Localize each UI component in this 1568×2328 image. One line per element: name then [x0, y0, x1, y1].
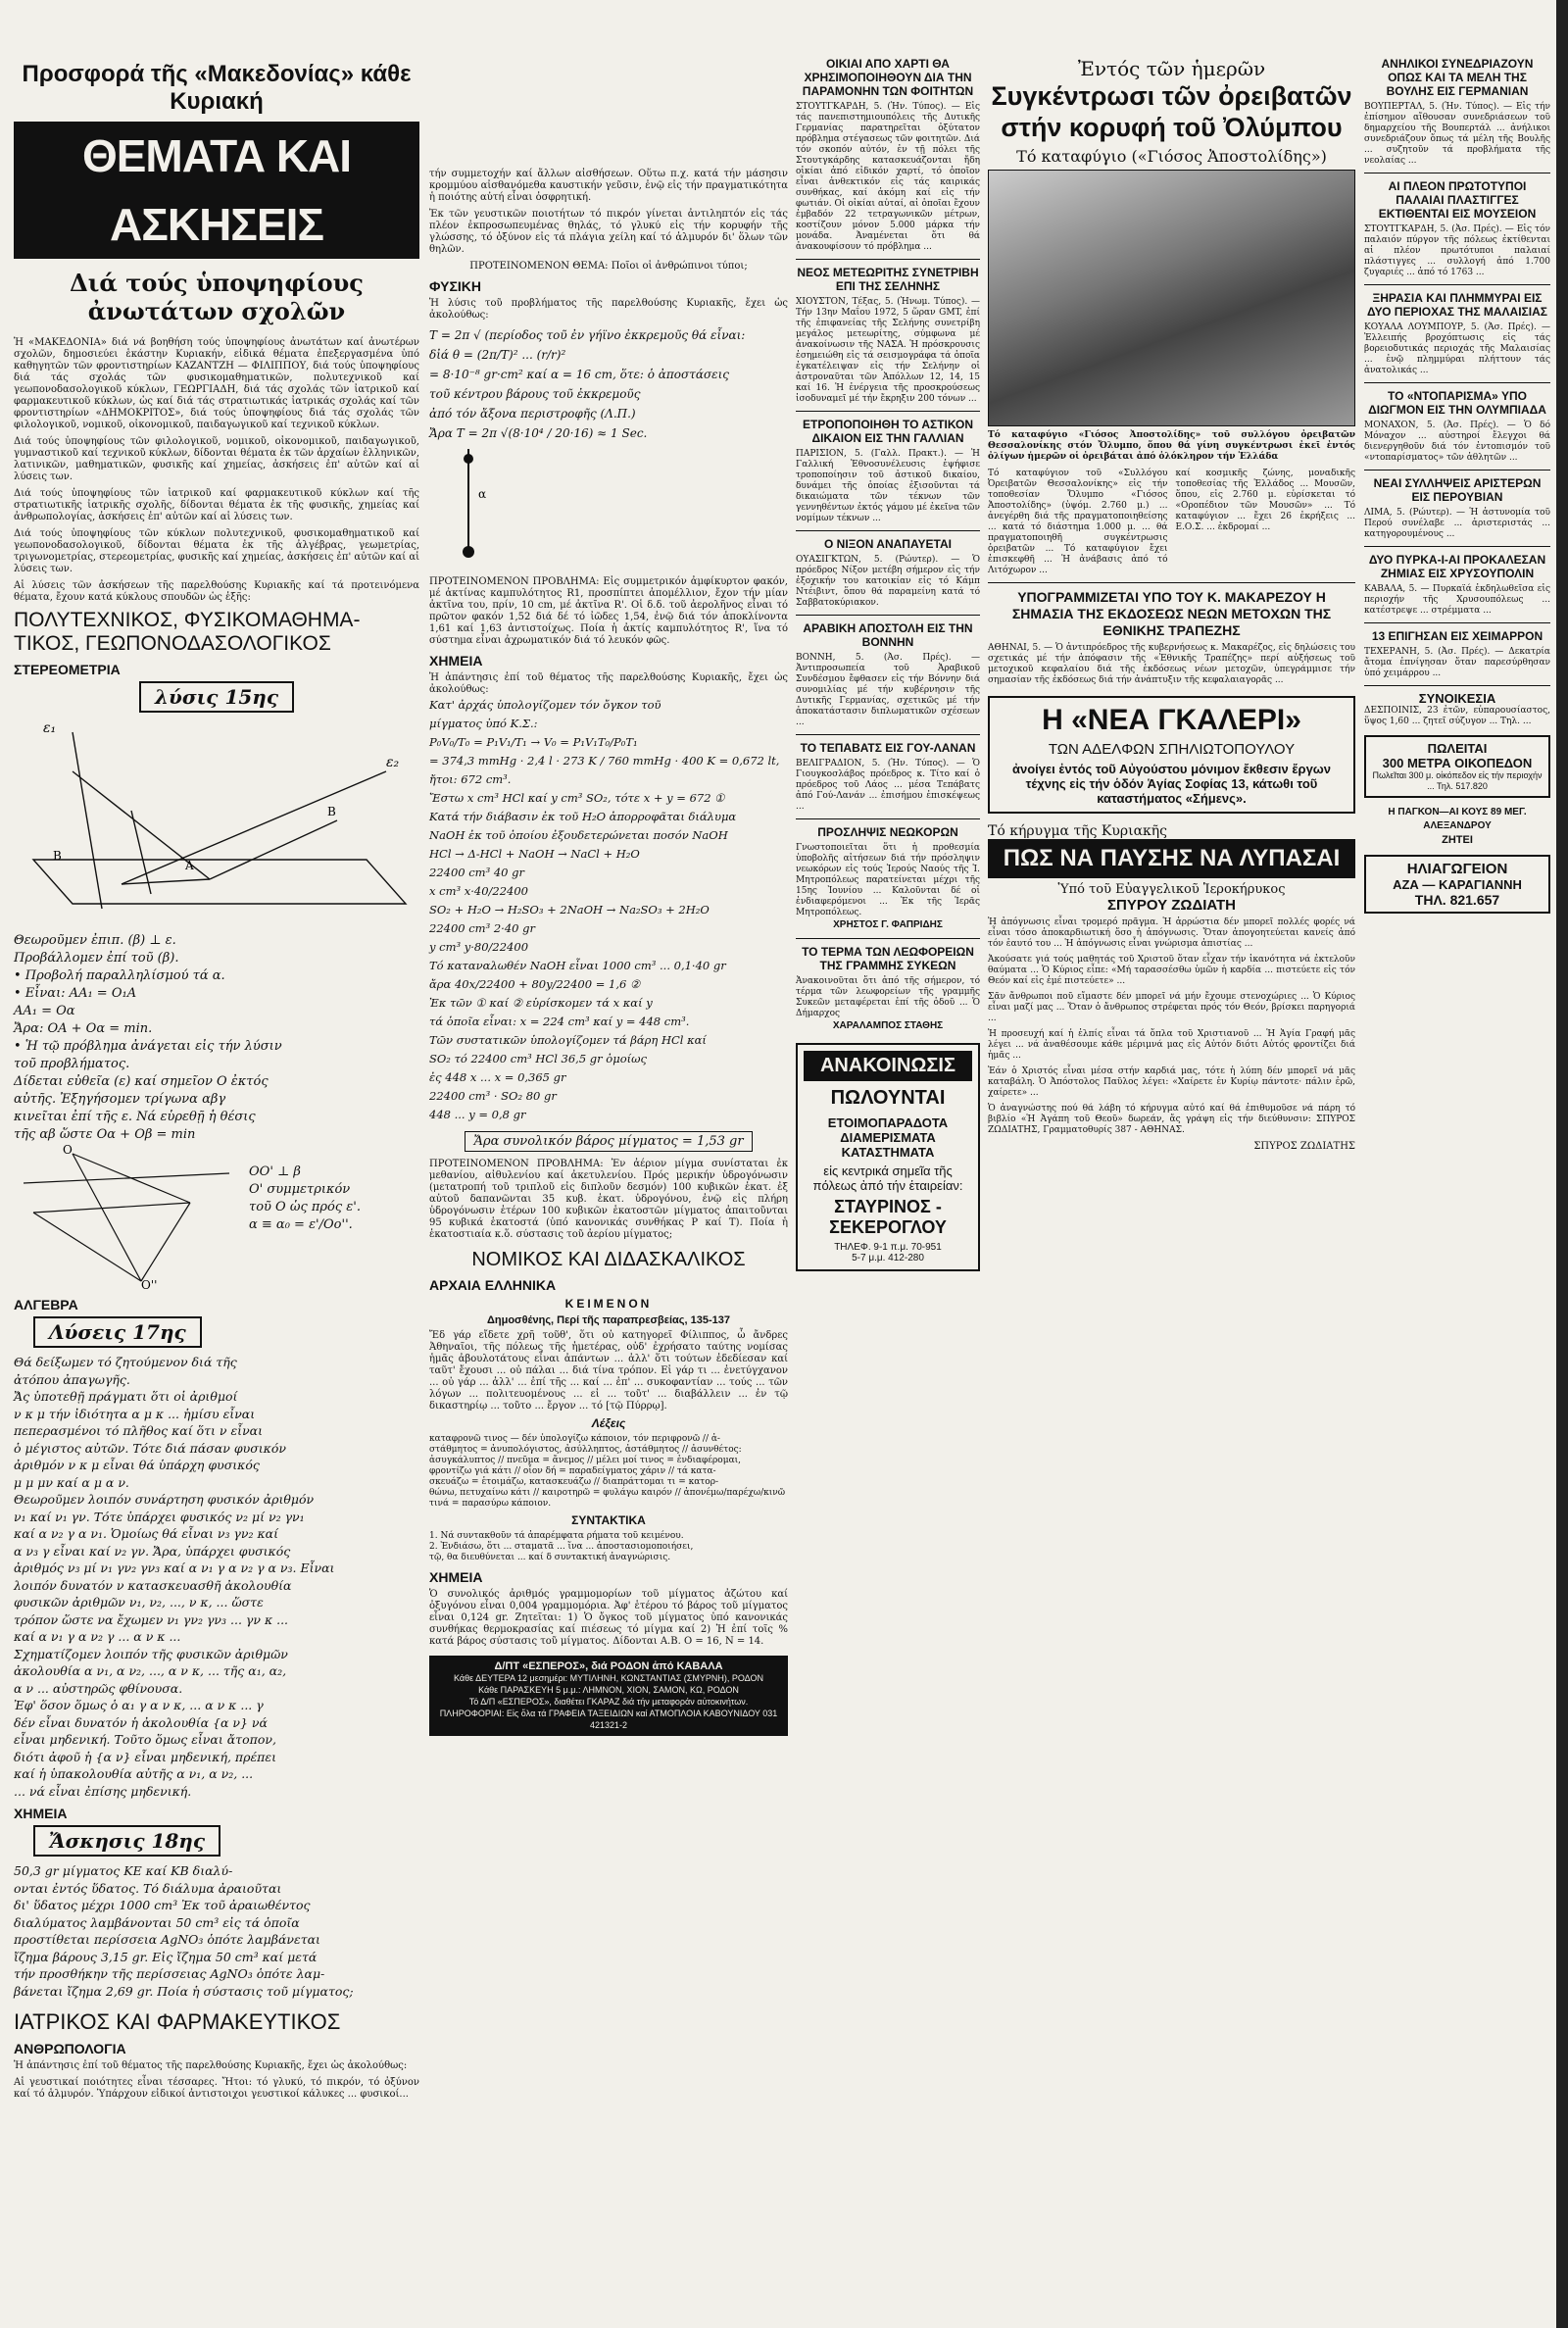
anthropology-continued: τήν συμμετοχήν καί ἄλλων αἰσθήσεων. Οὕτω π.χ. κατά τήν μάσησιν κρομμύου αἰσθανόμεθα καυστικήν γεῦσιν, ἐνῷ εἰς τήν πραγματικότητα ἡ ποιότης αὐτή εἶναι ὀσφρητική. Ἐκ τῶν γευστικῶν ποιοτήτων τό πικρόν γίνεται ἀντιληπτόν εἰς τάς πλέον ἐκπροσωπευμένας θηλάς, τό γλυκύ εἰς τήν κορυφήν τῆς γλώσσης, τό ὀξύνον εἰς τά πλάγια χείλη καί τό ἁλμυρόν δι' ὅλων τῶν θηλῶν. ΠΡΟΤΕΙΝΟΜΕΝΟΝ ΘΕΜΑ: Ποῖοι οἱ ἀνθρώπινοι τύποι;: [429, 169, 788, 272]
signature: ΧΡΗΣΤΟΣ Γ. ΦΑΠΡΙΔΗΣ: [833, 919, 943, 930]
news-body: ΚΑΒΑΛΑ, 5. — Πυρκαϊά ἐκδηλωθεῖσα εἰς περιοχήν τῆς Χρυσουπόλεως ... κατέστρεψε ... στρέμματα ...: [1364, 584, 1550, 616]
stereometry-heading: ΣΤΕΡΕΟΜΕΤΡΙΑ: [14, 662, 121, 677]
intro-paragraph: Ἡ «ΜΑΚΕΔΟΝΙΑ» διά νά βοηθήση τούς ὑποψηφίους ἀνωτάτων καί ἀνωτέρων σχολῶν, δημοσιεύει ἑκάστην Κυριακήν, εἰδικά θέματα ἐπεξεργασμένα ὑπό καθηγητῶν τῶν φροντιστηρίων ΚΑΖΑΝΤΖΗ — ΦΙΛΙΠΠΟΥ, διά τούς ὑποψηφίους διά τάς σχολάς τῶν φυσικομαθηματικῶν, πολυτεχνικοῦ καί γεωπονοδασολογικοῦ κύκλων, ΓΕΩΡΓΙΑΔΗ, διά τάς σχολάς τῶν ἰατρικοῦ καί φαρμακευτικοῦ κύκλων, ὡς καί διά τάς στρατιωτικάς ἰατρικάς σχολάς καί τῶν φροντιστηρίων «ΔΗΜΟΚΡΙΤΟΣ», διά τούς ὑποψηφίους διά τάς σχολάς τῶν φιλολογικοῦ, νομικοῦ, οἰκονομικοῦ, παιδαγωγικοῦ καί τεχνικοῦ κύκλων.: [14, 337, 419, 430]
news-body: ΠΑΡΙΣΙΟΝ, 5. (Γαλλ. Πρακτ.). — Ἡ Γαλλική Ἐθνοσυνέλευσις ἐψήφισε τροποποίησιν τοῦ ἀστικοῦ δικαίου, δυνάμει τῆς ὁποίας ἐξισοῦνται τά δικαιώματα τῶν τέκνων τῶν γεννηθέντων ἐκτός γάμου μέ ἐκεῖνα τῶν νομίμων τέκνων ...: [796, 449, 980, 523]
handwritten-physics-solution: T = 2π √ (περίοδος τοῦ ἐν γήϊνο ἐκκρεμοῦς θά εἶναι: δἰά θ = (2π/Τ)² ... (r/r)² = 8·10⁻⁸ gr·cm² καί α = 16 cm, ὅτε: ὁ ἀποστάσεις τοῦ κέντρου βάρους τοῦ ἐκκρεμοῦς ἀπό τόν ἄξονα περιστροφῆς (Λ.Π.) Ἄρα Τ = 2π √(8·10⁴ / 20·16) ≈ 1 Sec.: [429, 328, 746, 440]
handwritten-exercise-18: 50,3 gr μίγματος ΚΕ καί ΚΒ διαλύ- ονται ἐντός ὕδατος. Τό διάλυμα ἀραιοῦται δι' ὕδατος μέχρι 1000 cm³ Ἐκ τοῦ ἀραιωθέντος διαλύματος λαμβάνονται 50 cm³ εἰς τά ὁποῖα προστίθεται περίσσεια AgNO₃ ὁπότε λαμβάνεται ἴζημα βάρους 3,15 gr. Εἰς ἴζημα 50 cm³ καί μετά τήν προσθήκην τῆς περίσσειας AgNO₃ ὁπότε λαμ- βάνεται ἴζημα 2,69 gr. Ποία ἡ σύστασις τοῦ μίγματος;: [14, 1863, 354, 1999]
classified-text: ΔΕΣΠΟΙΝΙΣ, 23 ἐτῶν, εὐπαρουσίαστος, ὕψος 1,60 ... ζητεῖ σύζυγον ... Τηλ. ...: [1364, 706, 1550, 726]
article-kicker: Ἐντός τῶν ἡμερῶν: [1077, 57, 1266, 80]
law-heading: ΝΟΜΙΚΟΣ ΚΑΙ ΔΙΔΑΣΚΑΛΙΚΟΣ: [471, 1249, 746, 1270]
news-body: ΒΕΛΙΓΡΑΔΙΟΝ, 5. (Ἠν. Τύπος). — Ὁ Γιουγκοσλάβος πρόεδρος κ. Τίτο καί ὁ πρόεδρος τοῦ Λάος ... μέσα Τεπάβατς ἀπό Γού-Λανάν ... ἐπισήμου ἐπισκέψεως ...: [796, 759, 980, 812]
news-headline: 13 ΕΠΙΓΗΣΑΝ ΕΙΣ ΧΕΙΜΑΡΡΟΝ: [1371, 629, 1544, 643]
chemistry-heading-2: ΧΗΜΕΙΑ: [429, 653, 483, 669]
polytech-heading: ΠΟΛΥΤΕΧΝΙΚΟΣ, ΦΥΣΙΚΟΜΑΘΗΜΑ-ΤΙΚΟΣ, ΓΕΩΠΟΝΟΔΑΣΟΛΟΓΙΚΟΣ: [14, 609, 361, 655]
svg-text:O'': O'': [141, 1278, 158, 1291]
refuge-photo: [988, 170, 1355, 426]
news-headline: ΟΙΚΙΑΙ ΑΠΟ ΧΑΡΤΙ ΘΑ ΧΡΗΣΙΜΟΠΟΙΗΘΟΥΝ ΔΙΑ ΤΗΝ ΠΑΡΑΜΟΝΗΝ ΤΩΝ ΦΟΙΤΗΤΩΝ: [802, 57, 974, 98]
svg-text:O: O: [63, 1144, 73, 1157]
sermon-signature: ΣΠΥΡΟΣ ΖΩΔΙΑΤΗΣ: [1253, 1141, 1355, 1152]
sermon-title: ΠΩΣ ΝΑ ΠΑΥΣΗΣ ΝΑ ΛΥΠΑΣΑΙ: [988, 839, 1355, 878]
news-body: ΟΥΑΣΙΓΚΤΩΝ, 5. (Ρώυτερ). — Ὁ πρόεδρος Νίξον μετέβη σήμερον εἰς τήν ἐξοχικήν του κατοικίαν εἰς τό Κάμπ Ντέιβιντ, ὅπου θά παραμείνη κατά τό Σαββατοκύριακον.: [796, 555, 980, 608]
news-body: ΜΟΝΑΧΟΝ, 5. (Ἀσ. Πρές). — Ὁ δό Μόναχον ... αὐστηροί ἔλεγχοι θά διενεργηθοῦν διά τόν ἐντοπισμόν τοῦ «ντοπαρίσματος» τῶν ἀθλητῶν ...: [1364, 421, 1550, 463]
svg-text:ε₁: ε₁: [43, 720, 57, 736]
svg-text:B: B: [53, 849, 62, 863]
geometry-figure-1: [14, 713, 419, 928]
exercise-18-box: Ἄσκησις 18ης: [33, 1825, 220, 1857]
handwritten-chemistry-solution: Κατ' ἀρχάς ὑπολογίζομεν τόν ὄγκον τοῦ μίγματος ὑπό Κ.Σ.: P₀V₀/T₀ = P₁V₁/T₁ → V₀ = P₁V₁T₀/P₀T₁ = 374,3 mmHg · 2,4 l · 273 K / 760 mmHg · 400 K = 0,672 lt, ἤτοι: 672 cm³. Ἔστω x cm³ HCl καί y cm³ SO₂, τότε x + y = 672 ① Κατά τήν διάβασιν ἐκ τοῦ H₂O ἀπορροφᾶται διάλυμα NaOH ἐκ τοῦ ὁποίου ἐξουδετερώνεται ποσόν NaOH HCl → Δ-HCl + NaOH → NaCl + H₂O 22400 cm³ 40 gr x cm³ x·40/22400 SO₂ + H₂O → H₂SO₃ + 2NaOH → Na₂SO₃ + 2H₂O 22400 cm³ 2·40 gr y cm³ y·80/22400 Τό καταναλωθέν NaOH εἶναι 1000 cm³ ... 0,1·40 gr ἄρα 40x/22400 + 80y/22400 = 1,6 ② Ἐκ τῶν ① καί ② εὑρίσκομεν τά x καί y τά ὁποῖα εἶναι: x = 224 cm³ καί y = 448 cm³. Τῶν συστατικῶν ὑπολογίζομεν τά βάρη HCl καί SO₂ τό 22400 cm³ HCl 36,5 gr ὁμοίως ἐς 448 x ... x = 0,365 gr 22400 cm³ · SO₂ 80 gr 448 ... y = 0,8 gr: [429, 698, 780, 1121]
sermon-kicker: Τό κήρυγμα τῆς Κυριακῆς: [988, 823, 1168, 839]
physics-intro: Ἡ λύσις τοῦ προβλήματος τῆς παρελθούσης Κυριακῆς, ἔχει ὡς ἀκολούθως:: [429, 298, 788, 321]
signature: ΧΑΡΑΛΑΜΠΟΣ ΣΤΑΘΗΣ: [832, 1020, 944, 1031]
ancient-text: Ἔδ γάρ εἴδετε χρῆ τοῦθ', ὅτι οὐ κατηγορεῖ Φίλιππος, ὦ ἄνδρες Ἀθηναῖοι, τῆς πόλεως τῆς ἡμετέρας, οὐδ' ἐχρήσατο ταύτης νομίσας ἡμᾶς ἀβουλοτάτους εἶναι ἀπάντων ... ἀλλ' ὅτι τούτων ἐδεδίεσαν καί ταῦτ' ἔχουσι ... οὐ πάλαι ... διά τίνα τρόπον. Εἰ γάρ τι ... ἐνετύγχανον ... οὐ γάρ ... ἀλλ' ... ἐπί τῆς ... καί ... ἐπ' ... συκοφαντίαν ... τούς ... τῶν λόγων ... πολιτευομένους ... εἰ ... τοῦτ' ... διαβάλλειν ... ἐν τῷ δικαστηρίῳ ... τοῦτο ... ἔργον ... τό [τῷ Πύρρῳ].: [429, 1330, 788, 1412]
news-headline: ΤΟ ΤΕΠΑΒΑΤΣ ΕΙΣ ΓΟΥ-ΛΑΝΑΝ: [800, 741, 976, 755]
news-body: ΛΙΜΑ, 5. (Ρώυτερ). — Ἡ ἀστυνομία τοῦ Περού συνέλαβε ... ἀριστεριστάς ... κατηγορουμένους ...: [1364, 508, 1550, 539]
medical-heading: ΙΑΤΡΙΚΟΣ ΚΑΙ ΦΑΡΜΑΚΕΥΤΙΚΟΣ: [14, 2009, 341, 2034]
chemistry-heading-3: ΧΗΜΕΙΑ: [429, 1569, 483, 1585]
news-body: ΧΙΟΥΣΤΟΝ, Τέξας, 5. (Ἠνωμ. Τύπος). — Τήν 13ην Μαΐου 1972, 5 ὥραν GMT, ἐπί τῆς ἐπιφανείας τῆς Σελήνης συνετρίβη μεγάλος μετεωρίτης, σύμφωνα μέ ἀνακοίνωσιν τῆς ΝΑΣΑ. Ἡ πρόσκρουσις ἐσημειώθη εἰς τά σεισμογράφα τά ὁποῖα ἐγκατέλειψαν εἰς τήν Σελήνην οἱ ἀστροναῦται τῶν Ἀπόλλων 12, 14, 15 καί 16. Ἡ ἐνέργεια τῆς προσκρούσεως ἰσοδυναμεῖ μέ τήν ἔκρηξιν 200 τόνων ...: [796, 297, 980, 404]
column-4: [988, 57, 1355, 1152]
olympus-body-2: καί κοσμικῆς ζώνης, μοναδικῆς τοποθεσίας τῆς Ἑλλάδος ... Μουσῶν, ὅπου, εἰς 2.760 μ. εὑρίσκεται τό «Οροπέδιον τῶν Μουσῶν» ... Τό καταφύγιον ... ἔχει 26 ἐκρήξεις ... Ε.Ο.Σ. ... ἐκδρομαί ...: [1175, 469, 1355, 532]
photo-caption: Τό καταφύγιο «Γιόσος Ἀποστολίδης» τοῦ συλλόγου ὀρειβατῶν Θεσσαλονίκης στόν Ὄλυμπο, ὅπου θά γίνη συγκέντρωσι ἐκεῖ ἐντός ὀλίγων ἡμερῶν οἱ ὀρειβάται ἀπό ὁλόκληρον τήν Ἑλλάδα: [988, 430, 1355, 462]
news-body: ΤΕΧΕΡΑΝΗ, 5. (Ἀσ. Πρές). — Δεκατρία ἄτομα ἐπνίγησαν ὅταν παρεσύρθησαν ὑπό χειμάρρου ...: [1364, 647, 1550, 678]
physics-proposed-problem: ΠΡΟΤΕΙΝΟΜΕΝΟΝ ΠΡΟΒΛΗΜΑ: Εἰς συμμετρικόν ἀμφίκυρτον φακόν, μέ ἀκτίνας καμπυλότητος R1, προσπίπτει ἀπομέλλιον, ἔχον τήν μίαν ἀκτῖνα του, πρίν, 10 cm, μέ ἀκτῖνα R'. Οἱ δ.δ. τοῦ ἀερολῆνος εἶναι τό πρῶτον φακόν 1,52 διά δέ τό ἰῶδες 1,54, ἐνῷ διά τόν ἀποκλίνοντα 1,61 καί 1,63 ἀντιστοίχως. Ποία ἡ ἀκτίς καμπυλότητος R', ἵνα τό σύστημα εἶναι ἀχρωματικόν διά τό λευκόν φῶς.: [429, 576, 788, 646]
olympus-headline: Συγκέντρωσι τῶν ὀρειβατῶν στήν κορυφή τοῦ Ὀλύμπου: [991, 81, 1352, 142]
gallery-advertisement: Η «ΝΕΑ ΓΚΑΛΕΡΙ» ΤΩΝ ΑΔΕΛΦΩΝ ΣΠΗΛΙΩΤΟΠΟΥΛΟΥ ἀνοίγει ἐντός τοῦ Αὐγούστου μόνιμον ἔκθεσιν ἔργων τέχνης εἰς τήν ὁδόν Ἁγίας Σοφίας 13, κάτωθι τοῦ καταστήματος «Σήμενς».: [988, 696, 1355, 814]
column-3: [796, 57, 980, 1271]
news-body: Ἀνακοινοῦται ὅτι ἀπό τῆς σήμερον, τό τέρμα τῶν λεωφορείων τῆς γραμμῆς Συκεῶν μεταφέρεται ἐπί τῆς ὁδοῦ ... Ὁ Δήμαρχος: [796, 976, 980, 1018]
column-1: [14, 0, 419, 2105]
algebra-heading: ΑΛΓΕΒΡΑ: [14, 1297, 78, 1313]
small-ad: Η ΠΑΓΚΟΝ—ΑΙ ΚΟΥΣ 89 ΜΕΓ. ΑΛΕΞΑΝΔΡΟΥ: [1388, 807, 1527, 831]
intro-paragraph: Αἱ λύσεις τῶν ἀσκήσεων τῆς παρελθούσης Κυριακῆς καί τά προτεινόμενα θέματα, ἔχουν κατά κύκλους σπουδῶν ὡς ἑξῆς:: [14, 580, 419, 603]
chemistry-answer-box: Ἄρα συνολικόν βάρος μίγματος = 1,53 gr: [465, 1131, 752, 1152]
svg-text:α: α: [478, 487, 487, 501]
news-body: Γνωστοποιεῖται ὅτι ἡ προθεσμία ὑποβολῆς αἰτήσεων διά τήν πρόσληψιν νεωκόρων εἰς τούς Ἱερούς Ναούς τῆς Ἱ. Μητροπόλεως παρατείνεται μέχρι τῆς 15ης Ἰουνίου ... Καλοῦνται δέ οἱ ἐνδιαφερόμενοι ... Ἐκ τῆς Ἱερᾶς Μητροπόλεως.: [796, 843, 980, 917]
svg-text:ε₂: ε₂: [386, 755, 400, 770]
handwritten-figure-notes: ΟΟ' ⊥ β Ο' συμμετρικόν τοῦ Ο ὡς πρός ε'. α ≡ α₀ = ε'/Οο''.: [249, 1164, 361, 1232]
physics-heading: ΦΥΣΙΚΗ: [429, 278, 481, 294]
sermon-author: ΣΠΥΡΟΥ ΖΩΔΙΑΤΗ: [1107, 897, 1236, 914]
news-headline: ΤΟ «ΝΤΟΠΑΡΙΣΜΑ» ΥΠΟ ΔΙΩΓΜΟΝ ΕΙΣ ΤΗΝ ΟΛΥΜΠΙΑΔΑ: [1368, 389, 1546, 417]
news-headline: ΑΡΑΒΙΚΗ ΑΠΟΣΤΟΛΗ ΕΙΣ ΤΗΝ ΒΟΝΝΗΝ: [803, 621, 973, 649]
news-headline: ΠΡΟΣΛΗΨΙΣ ΝΕΩΚΟΡΩΝ: [817, 825, 958, 839]
news-headline: ΝΕΟΣ ΜΕΤΕΩΡΙΤΗΣ ΣΥΝΕΤΡΙΒΗ ΕΠΙ ΤΗΣ ΣΕΛΗΝΗΣ: [797, 266, 979, 293]
news-body: ΒΟΝΝΗ, 5. (Ἀσ. Πρές). — Ἀντιπροσωπεία τοῦ Ἀραβικοῦ Συνδέσμου ἔφθασεν εἰς τήν Βόννην διά συνομιλίας μέ τήν κυβέρνησιν τῆς Δυτικῆς Γερμανίας, σχετικῶς μέ τήν ἀποκατάστασιν διπλωματικῶν σχέσεων ...: [796, 653, 980, 727]
lexeis-heading: Λέξεις: [591, 1416, 626, 1430]
land-sale-ad: ΠΩΛΕΙΤΑΙ 300 ΜΕΤΡΑ ΟΙΚΟΠΕΔΟΝ Πωλεῖται 300 μ. οἰκόπεδον εἰς τήν περιοχήν ... Τηλ. 517.820: [1364, 735, 1550, 798]
masthead-top-line: Προσφορά τῆς «Μακεδονίας» κάθε Κυριακή: [22, 61, 412, 115]
svg-text:A: A: [185, 859, 194, 872]
bank-body: ΑΘΗΝΑΙ, 5. — Ὁ ἀντιπρόεδρος τῆς κυβερνήσεως κ. Μακαρέζος, εἰς δηλώσεις του σχετικάς μέ τήν ἀπόφασιν τῆς «Ἐθνικῆς Τραπέζης» περί αὐξήσεως τοῦ μετοχικοῦ κεφαλαίου διά τῆς ἐκδόσεως νέων μετοχῶν, ὑπεγράμμισε τήν σημασίαν τῆς ἐκδόσεως διά τήν ἀνάπτυξιν τῆς κεφαλαιαγορᾶς ...: [988, 643, 1355, 685]
olympus-body-1: Τό καταφύγιον τοῦ «Συλλόγου Ὀρειβατῶν Θεσσαλονίκης» εἰς τήν τοποθεσίαν Ὄλυμπο «Γιόσος Ἀποστολίδης» (ὑψόμ. 2.760 μ.) ... ἀνεγέρθη διά τῆς πραγματοποιηθείσης ... κατά τό διάστημα 1.000 μ. ... θά πραγματοποιηθῆ συγκέντρωσις ὀρειβατῶν ... Τό καταφύγιον ἔχει ἐπισκεφθῆ ... Ἡ ἀνάβασις ἀπό τό Λιτόχωρον ...: [988, 469, 1168, 575]
sermon-byline: Ὑπό τοῦ Εὐαγγελικοῦ Ἱεροκήρυκος: [1057, 882, 1286, 897]
chemistry-proposed-problem: ΠΡΟΤΕΙΝΟΜΕΝΟΝ ΠΡΟΒΛΗΜΑ: Ἐν ἀέριον μίγμα συνίσταται ἐκ μεθανίου, αἰθυλενίου καί ἀκετυλενίου. Πρός μερικήν ὑδρογόνωσιν (μετατροπή τοῦ τριπλοῦ εἰς διπλοῦν δεσμόν) 100 κυβικῶν ἑκατ. ἐξ αὐτοῦ δαπανῶνται 35 κυβ. ἑκατ. ὑδρογόνου, ἐνῷ εἰς πλήρη ὑδρογόνωσιν ἑτέρων 100 κυβικῶν ἑκατοστῶν μίγματος ἀπαιτοῦνται 95 κυβικά ἑκατοστά (ὑπό κανονικάς συνθήκας P καί T). Ποία ἡ ἑκατοστιαία κ.ὅ. σύστασις τοῦ ἀερίου μίγματος;: [429, 1159, 788, 1240]
news-body: ΣΤΟΥΤΓΚΑΡΔΗ, 5. (Ἀσ. Πρές). — Εἰς τόν παλαιόν πύργον τῆς πόλεως ἐκτίθενται αἱ πλέον πρωτότυποι παλαιαί πλάστιγγες ... συλλογή ἀπό 1.700 ζυγαριές ... ἀπό τό 1763 ...: [1364, 224, 1550, 277]
news-headline: Ο ΝΙΞΟΝ ΑΝΑΠΑΥΕΤΑΙ: [824, 537, 952, 551]
intro-paragraph: Διά τούς ὑποψηφίους τῶν ἰατρικοῦ καί φαρμακευτικοῦ κύκλων καί τῆς στρατιωτικῆς ἰατρικῆς σχολῆς, δίδονται θέματα ἐκ τῆς φυσικῆς, χημείας καί ἀνθρωπολογίας, ἀσκήσεις ἐπ' αὐτῶν καί αἱ λύσεις των.: [14, 488, 419, 522]
sunroom-ad: ΗΛΙΑΓΩΓΕΙΟΝ ΑΖΑ — ΚΑΡΑΓΙΑΝΝΗ ΤΗΛ. 821.657: [1364, 855, 1550, 914]
news-headline: ΞΗΡΑΣΙΑ ΚΑΙ ΠΛΗΜΜΥΡΑΙ ΕΙΣ ΔΥΟ ΠΕΡΙΟΧΑΣ ΤΗΣ ΜΑΛΑΙΣΙΑΣ: [1367, 291, 1547, 319]
news-headline: ΑΙ ΠΛΕΟΝ ΠΡΩΤΟΤΥΠΟΙ ΠΑΛΑΙΑΙ ΠΛΑΣΤΙΓΓΕΣ ΕΚΤΙΘΕΝΤΑΙ ΕΙΣ ΜΟΥΣΕΙΟΝ: [1378, 179, 1537, 221]
news-headline: ΝΕΑΙ ΣΥΛΛΗΨΕΙΣ ΑΡΙΣΤΕΡΩΝ ΕΙΣ ΠΕΡΟΥΒΙΑΝ: [1373, 476, 1542, 504]
news-headline: ΑΝΗΛΙΚΟΙ ΣΥΝΕΔΡΙΑΖΟΥΝ ΟΠΩΣ ΚΑΙ ΤΑ ΜΕΛΗ ΤΗΣ ΒΟΥΛΗΣ ΕΙΣ ΓΕΡΜΑΝΙΑΝ: [1381, 57, 1534, 98]
intro-paragraph: Διά τούς ὑποψηφίους τῶν κύκλων πολυτεχνικοῦ, φυσικομαθηματικοῦ καί γεωπονοδασολογικοῦ, δίδονται θέματα ἐκ τῆς ἀλγέβρας, γεωμετρίας, τριγωνομετρίας, στερεομετρίας, φυσικῆς καί χημείας, ἀσκήσεις ἐπ' αὐτῶν καί αἱ λύσεις των.: [14, 528, 419, 574]
anthropology-text: Ἡ ἀπάντησις ἐπί τοῦ θέματος τῆς παρελθούσης Κυριακῆς, ἔχει ὡς ἀκολούθως: Αἱ γευστικαί ποιότητες εἶναι τέσσαρες. Ἤτοι: τό γλυκύ, τό πικρόν, τό ὀξύνον καί τό ἁλμυρόν. Ὑπάρχουν εἰδικοί ἀντιστοιχοι γευστικοί κάλυκες ... φυσικοί...: [14, 2060, 419, 2100]
news-body: ΣΤΟΥΤΓΚΑΡΔΗ, 5. (Ἠν. Τύπος). — Εἰς τάς πανεπιστημιουπόλεις τῆς Δυτικῆς Γερμανίας παρατηρεῖται ὀξύτατον πρόβλημα στέγασεως τῶν φοιτητῶν. Διά τόν σκοπόν αὐτόν, ἐν τῇ πόλει τῆς Στουτγκάρδης κατασκευάζονται ἤδη οἰκίαι ἀπό εἰδικόν χαρτί, τό ὁποῖον εἶναι ἀνθεκτικόν εἰς τάς καιρικάς συνθήκας, καί ἀκόμη καί εἰς τήν φωτιάν. Οἱ οἰκίαι αὐταί, αἱ ὁποῖαι ἔχουν ἐμβαδόν 22 τετραγωνικῶν μέτρων, κοστίζουν μόνον 5.000 μάρκα τήν μονάδα. Ἀναμένεται ὅτι θά ἀνακουφίσουν τό πρόβλημα ...: [796, 102, 980, 252]
news-headline: ΤΟ ΤΕΡΜΑ ΤΩΝ ΛΕΩΦΟΡΕΙΩΝ ΤΗΣ ΓΡΑΜΜΗΣ ΣΥΚΕΩΝ: [802, 945, 974, 972]
keimenon-heading: ΚΕΙΜΕΝΟΝ: [564, 1297, 653, 1311]
column-5: [1364, 57, 1550, 914]
pendulum-figure: [449, 449, 527, 567]
news-headline: ΕΤΡΟΠΟΠΟΙΗΘΗ ΤΟ ΑΣΤΙΚΟΝ ΔΙΚΑΙΟΝ ΕΙΣ ΤΗΝ ΓΑΛΛΙΑΝ: [803, 418, 973, 445]
syntax-list: 1. Νά συντακθοῦν τά ἀπαρέμφατα ρήματα τοῦ κειμένου. 2. Ἐνδιάσω, ὅτι ... σταματᾶ ... ἵνα ... ἀποστασιομοποιήσει, τῷ, θα διευθύνεται ... καί δ συντακτική ἀναγνώρισις.: [429, 1531, 694, 1562]
chemistry-heading: ΧΗΜΕΙΑ: [14, 1806, 68, 1821]
lexeis-list: καταφρονῶ τινος — δέν ὑπολογίζω κάποιον, τόν περιφρονῶ // ἀ- στάθμητος = ἀνυπολόγιστος, ἀσύλληπτος, ἀστάθμητος // ἀσυνθέτος: ἀσυγκάλυπτος // πνεῦμα = ἄνεμος // μέλει μοί τινος = ἐνδιαφέρομαι, φροντίζω γιά κάτι // οἶον δή = παραδείγματος χάριν // τά κατα- σκευάζω = ἑτοιμάζω, κατασκευάζω // διαπράττομαι τι = κατορ- θώνω, πετυχαίνω κάτι // καιροτηρῶ = φυλάγω καιρόν // ἀπονέμω/παρέχω/κινῶ τινά = παρασύρω κάποιον.: [429, 1434, 786, 1509]
intro-text: [14, 337, 419, 604]
classified-title: ΣΥΝΟΙΚΕΣΙΑ: [1418, 691, 1496, 706]
solutions-17-box: Λύσεις 17ης: [33, 1316, 202, 1348]
small-ad-wanted: ΖΗΤΕΙ: [1442, 834, 1473, 846]
column-2: [429, 169, 788, 1736]
svg-text:B: B: [327, 805, 336, 818]
photo-heading: Τό καταφύγιο («Γιόσος Ἀποστολίδης»): [1016, 147, 1327, 166]
ferry-ad: Δ/ΠΤ «ΕΣΠΕΡΟΣ», διά ΡΟΔΟΝ ἀπό ΚΑΒΑΛΑ Κάθε ΔΕΥΤΕΡΑ 12 μεσημέρι: ΜΥΤΙΛΗΝΗ, ΚΩΝΣΤΑΝΤΙΑΣ (ΣΜΥΡΝΗ), ΡΟΔΟΝ Κάθε ΠΑΡΑΣΚΕΥΗ 5 μ.μ.: ΛΗΜΝΟΝ, ΧΙΟΝ, ΣΑΜΟΝ, ΚΩ, ΡΟΔΟΝ Τό Δ/Π «ΕΣΠΕΡΟΣ», διαθέτει ΓΚΑΡΑΖ διά τήν μεταφοράν αὐτοκινήτων. ΠΛΗΡΟΦΟΡΙΑΙ: Εἰς ὅλα τά ΓΡΑΦΕΙΑ ΤΑΞΕΙΔΙΩΝ καί ΑΤΜΟΠΛΟΙΑ ΚΑΒΟΥΝΙΔΟΥ 031 421321-2: [429, 1656, 788, 1736]
news-body: ΚΟΥΑΛΑ ΛΟΥΜΠΟΥΡ, 5. (Ἀσ. Πρές). — Ἐλλειπής βροχόπτωσις εἰς τάς βορειοδυτικάς περιοχάς τῆς Μαλαισίας ... ἐνῷ πλημμύραι πλήττουν τάς ἀνατολικάς ...: [1364, 322, 1550, 375]
intro-paragraph: Διά τούς ὑποψηφίους τῶν φιλολογικοῦ, νομικοῦ, οἰκονομικοῦ, παιδαγωγικοῦ, γυμναστικοῦ καί τεχνικοῦ κύκλων, δίδονται θέματα ἐκ τῶν ἀρχαίων ἑλληνικῶν, λατινικῶν, μαθηματικῶν, φυσικῆς καί χημείας, ἀσκήσεις ἐπ' αὐτῶν καί αἱ λύσεις των.: [14, 436, 419, 482]
chemistry-problem-2: Ὁ συνολικός ἀριθμός γραμμομορίων τοῦ μίγματος ἀζώτου καί ὀξυγόνου εἶναι 0,004 γραμμομόρια. Ἀφ' ἑτέρου τό βάρος τοῦ μίγματος εἶναι 0,124 gr. Ζητεῖται: 1) Ὁ ὄγκος τοῦ μίγματος ὑπό κανονικάς συνθήκας θερμοκρασίας καί πιέσεως τό μίγμα καί 2) Ἡ ἐπί τοῖς % κατά βάρος σύστασις τοῦ μίγματος. Δίδονται Α.Β. Ο = 16, Ν = 14.: [429, 1589, 788, 1647]
bank-headline: ΥΠΟΓΡΑΜΜΙΖΕΤΑΙ ΥΠΟ ΤΟΥ Κ. ΜΑΚΑΡΕΖΟΥ Η ΣΗΜΑΣΙΑ ΤΗΣ ΕΚΔΟΣΕΩΣ ΝΕΩΝ ΜΕΤΟΧΩΝ ΤΗΣ ΕΘΝΙΚΗΣ ΤΡΑΠΕΖΗΣ: [1011, 589, 1332, 638]
ancient-greek-heading: ΑΡΧΑΙΑ ΕΛΛΗΝΙΚΑ: [429, 1277, 557, 1293]
anthropology-heading: ΑΝΘΡΩΠΟΛΟΓΙΑ: [14, 2041, 126, 2056]
handwritten-solution-15: Θεωροῦμεν ἐπιπ. (β) ⊥ ε. Προβάλλομεν ἐπί τοῦ (β). • Προβολή παραλληλίσμού τά α. • Εἶναι: ΑΑ₁ = Ο₁Α ΑΑ₁ = Οα Ἄρα: ΟΑ + Οα = min. • Ἡ τῷ πρόβλημα ἀνάγεται εἰς τήν λύσιν τοῦ προβλήματος. Δίδεται εὐθεῖα (ε) καί σημεῖον Ο ἐκτός αὐτῆς. Ἐξηγήσομεν τρίγωνα αβγ κινεῖται ἐπί τῆς ε. Νά εὑρεθῇ ἡ θέσις τῆς αβ ὥστε Οα + Οβ = min: [14, 933, 282, 1142]
solution-15-box: λύσις 15ης: [139, 681, 294, 713]
handwritten-algebra-solution: Θά δείξωμεν τό ζητούμενον διά τῆς ἀτόπου ἀπαγωγῆς. Ἄς ὑποτεθῇ πράγματι ὅτι οἱ ἀριθμοί ν κ μ τήν ἰδιότητα α μ κ ... ἡμίσυ εἶναι πεπερασμένοι τό πλῆθος καί ὅτι ν εἶναι ὁ μέγιστος αὐτῶν. Τότε διά πάσαν φυσικόν ἀριθμόν ν κ μ εἶναι θά ὑπάρχη φυσικός μ μ μν καί α μ α ν. Θεωροῦμεν λοιπόν συνάρτηση φυσικόν ἀριθμόν ν₁ καί ν₁ γν. Τότε ὑπάρχει φυσικός ν₂ μί ν₂ γν₁ καί α ν₂ γ α ν₁. Ὁμοίως θά εἶναι ν₃ γν₂ καί α ν₃ γ εἶναι καί ν₂ γν. Ἄρα, ὑπάρχει φυσικός ἀριθμός ν₃ μί ν₁ γν₂ γν₃ καί α ν₁ γ α ν₂ γ α ν₃. Εἶναι λοιπόν δυνατόν ν κατασκευασθῆ ἀκολουθία φυσικῶν ἀριθμῶν ν₁, ν₂, ..., ν κ, ... ὥστε τρόπον ὥστε να ἔχωμεν ν₁ γν₂ γν₃ ... γν κ ... καί α ν₁ γ α ν₂ γ ... α ν κ ... Σχηματίζομεν λοιπόν τῆς φυσικῶν ἀριθμῶν ἀκολουθία α ν₁, α ν₂, ..., α ν κ, ... τῆς α₁, α₂, α ν ... αὐστηρῶς φθίνουσα. Ἐφ' ὅσον ὅμως ὁ α₁ γ α ν κ, ... α ν κ ... γ δέν εἶναι δυνατόν ἡ ἀκολουθία {α ν} νά εἶναι μηδενική. Τοῦτο ὅμως εἶναι ἄτοπον, διότι ἀφοῦ ἡ {α ν} εἶναι μηδενική, πρέπει καί ἡ ὑπακολουθία αὐτῆς α ν₁, α ν₂, ... ... νά εἶναι ἐπίσης μηδενική.: [14, 1355, 335, 1799]
syntax-heading: ΣΥΝΤΑΚΤΙΚΑ: [571, 1513, 646, 1527]
geometry-figure-2: [14, 1144, 239, 1291]
masthead-title: ΘΕΜΑΤΑ ΚΑΙ ΑΣΚΗΣΕΙΣ: [14, 122, 419, 259]
masthead-subtitle: Διά τούς ὑποψηφίους ἀνωτάτων σχολῶν: [70, 269, 364, 325]
demosthenes-reference: Δημοσθένης, Περί τῆς παραπρεσβείας, 135-137: [486, 1314, 731, 1326]
news-body: ΒΟΥΠΕΡΤΑΛ, 5. (Ἠν. Τύπος). — Εἰς τήν ἐπίσημον αἴθουσαν συνεδριάσεων τοῦ δημαρχείου τῆς Βουπερτάλ ... ἀνήλικοι συνεδριάζουν ὅπως τά μέλη τῆς Βουλῆς ... συζητοῦν τά προβλήματα τῆς νεολαίας ...: [1364, 102, 1550, 166]
sale-advertisement: ΑΝΑΚΟΙΝΩΣΙΣ ΠΩΛΟΥΝΤΑΙ ΕΤΟΙΜΟΠΑΡΑΔΟΤΑ ΔΙΑΜΕΡΙΣΜΑΤΑ ΚΑΤΑΣΤΗΜΑΤΑ εἰς κεντρικά σημεῖα τῆς πόλεως ἀπό τήν ἑταιρείαν: ΣΤΑΥΡΙΝΟΣ - ΣΕΚΕΡΟΓΛΟΥ ΤΗΛΕΦ. 9-1 π.μ. 70-951 5-7 μ.μ. 412-280: [796, 1043, 980, 1271]
chemistry-intro: Ἡ ἀπάντησις ἐπί τοῦ θέματος τῆς παρελθούσης Κυριακῆς, ἔχει ὡς ἀκολούθως:: [429, 672, 788, 695]
page-edge-strip: [1556, 0, 1568, 2328]
news-headline: ΔΥΟ ΠΥΡΚΑ-Ι-ΑΙ ΠΡΟΚΑΛΕΣΑΝ ΖΗΜΙΑΣ ΕΙΣ ΧΡΥΣΟΥΠΟΛΙΝ: [1368, 553, 1546, 580]
sermon-body: Ἡ ἀπόγνωσις εἶναι τρομερό πρᾶγμα. Ἡ ἀρρώστια δέν μπορεῖ πολλές φορές νά εἶναι τόσο ἀποκαρδιωτική ὅσο ἡ ἀπόγνωσις. Ὅταν ἀπογοητεύεται κανείς ἀπό τόν ἑαυτό του ... Ἡ ἀπόγνωσις εἶναι γνώρισμα ἀπιστίας ... Ἀκούσατε γιά τούς μαθητάς τοῦ Χριστοῦ ὅταν εἶχαν τήν ἱκανότητα νά ἐκτελοῦν θαύματα ... Ὁ Κύριος εἶπε: «Μή ταρασσέσθω ὑμῶν ἡ καρδία ... πιστεύετε εἰς τόν Θεόν καί εἰς ἐμέ πιστεύετε» ... Σᾶν ἄνθρωποι ποῦ εἴμαστε δέν μπορεῖ νά μήν ἔχουμε στενοχώριες ... Ὁ Κύριος εἶναι μαζί μας ... Ὅταν ὁ ἄνθρωπος στρέφεται πρός τόν Θεόν, βρίσκει παρηγοριά ... Ἡ προσευχή καί ἡ ἐλπίς εἶναι τά ὅπλα τοῦ Χριστιανοῦ ... Ἡ Ἁγία Γραφή μᾶς λέγει ... νά ἀναθέσουμε κάθε μέριμνά μας εἰς Αὐτόν διότι Αὐτός φροντίζει διά ἡμᾶς ... Ἐάν ὁ Χριστός εἶναι μέσα στήν καρδιά μας, τότε ἡ λύπη δέν μπορεῖ νά μᾶς καταβάλη. Ὁ Ἀπόστολος Παῦλος λέγει: «Χαίρετε ἐν Κυρίῳ πάντοτε· πάλιν ἐρῶ, χαίρετε» ... Ὁ ἀναγνώστης πού θά λάβη τό κήρυγμα αὐτό καί θά ἐπιθυμοῦσε νά πάρη τό βιβλίο «Ἡ Ἀγάπη τοῦ Θεοῦ» δωρεάν, ἄς γράψη εἰς τήν διεύθυνσιν: ΣΠΥΡΟΣ ΖΩΔΙΑΤΗΣ, Γραμματοθυρίς 387 - ΑΘΗΝΑΣ.: [988, 917, 1355, 1135]
